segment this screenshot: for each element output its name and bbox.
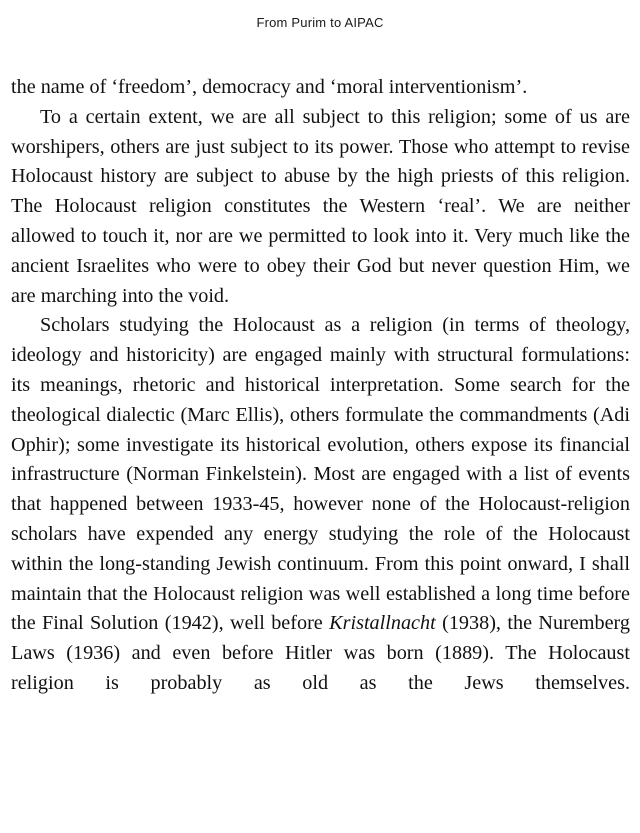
running-head: From Purim to AIPAC — [256, 15, 384, 30]
paragraph-scholars-text-a: Scholars studying the Holocaust as a religion (in terms of theology, ideology and historicity) are engaged mainly with structural formulations: its meanings, rhetoric and historical interpretation. Some search for the theological dialectic (Marc Ellis), others formulate the commandments (Adi Ophir); some investigate its historical evolution, others expose its financial infrastructure (Norman Finkelstein). Most are engaged with a list of events that happened between 1933-45, however none of the Holocaust-religion scholars have expended any energy studying the role of the Holocaust within the long-standing Jewish continuum. From this point onward, I shall maintain that the Holocaust religion was well established a long time before the Final Solution (1942), well before — [11, 314, 630, 635]
paragraph-scholars — [11, 311, 630, 698]
body-text — [11, 73, 630, 699]
paragraph-scholars-text-b: (1938), the Nuremberg Laws (1936) and even before Hitler was born (1889). The Holocaust religion is probably as old as the Jews themselves. — [11, 612, 630, 694]
paragraph-religion-subject: To a certain extent, we are all subject to this religion; some of us are worshipers, others are just subject to its power. Those who attempt to revise Holocaust history are subject to abuse by the high priests of this religion. The Holocaust religion constitutes the Western ‘real’. We are neither allowed to touch it, nor are we permitted to look into it. Very much like the ancient Israelites who were to obey their God but never question Him, we are marching into the void. — [11, 105, 630, 307]
italic-term-kristallnacht: Kristallnacht — [329, 612, 436, 635]
paragraph-continuation: the name of ‘freedom’, democracy and ‘moral interventionism’. — [11, 76, 528, 98]
